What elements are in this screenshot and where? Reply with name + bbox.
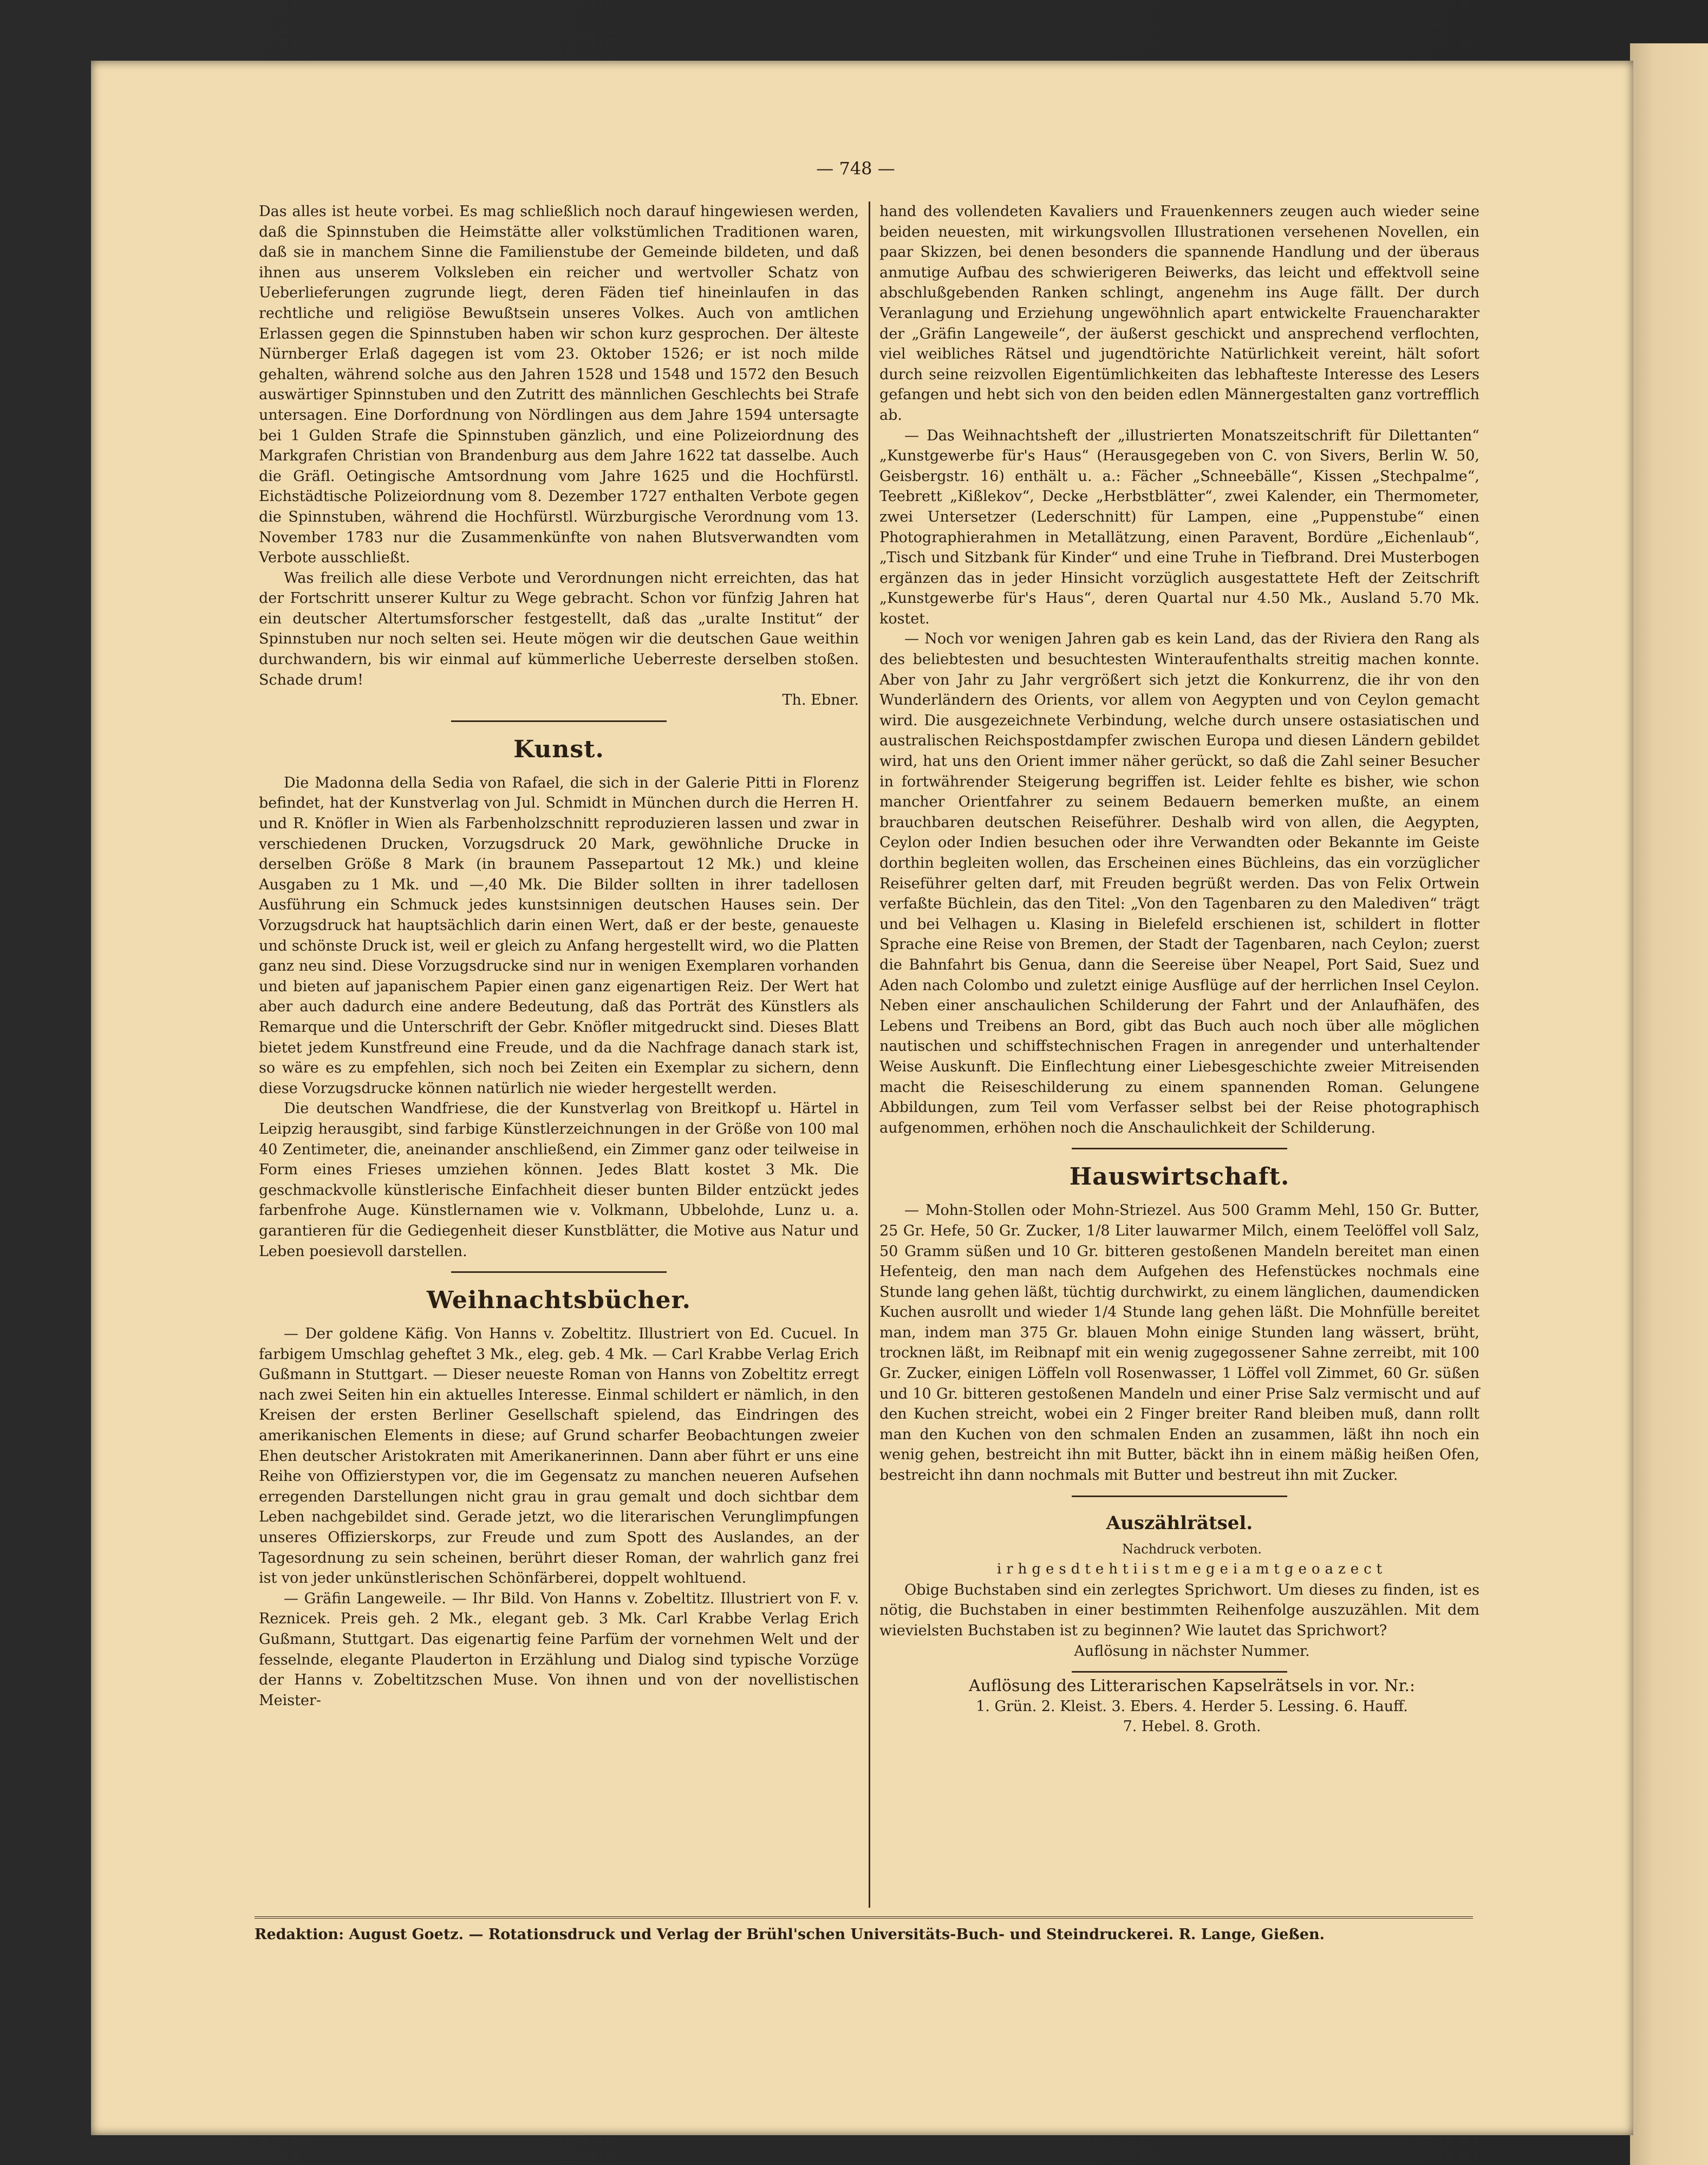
section-rule <box>1072 1671 1288 1673</box>
page-number: — 748 — <box>816 158 895 179</box>
article-paragraph: Was freilich alle diese Verbote und Verordnungen nicht erreichten, das hat der Fortschritt unserer Kultur zu Wege gebracht. Schon vor fünfzig Jahren hat ein deutscher Altertumsforscher festgestellt, daß das „uralte Institut“ der Spinnstuben nur noch selten sei. Heute mögen wir die deutschen Gaue weithin durchwandern, bis wir einmal auf kümmerliche Ueberreste derselben stoßen. Schade drum! <box>259 569 859 688</box>
section-rule <box>451 1271 667 1273</box>
column-divider <box>869 201 870 1908</box>
section-rule <box>1072 1496 1288 1497</box>
section-heading-kunst: Kunst. <box>513 735 604 763</box>
section-heading-auszaehlraetsel: Auszählrätsel. <box>1106 1512 1253 1534</box>
section-rule <box>451 720 667 722</box>
solution-line: 7. Hebel. 8. Groth. <box>1123 1718 1261 1735</box>
article-paragraph: Die Madonna della Sedia von Rafael, die sich in der Galerie Pitti in Florenz befindet, hat der Kunstverlag von Jul. Schmidt in München durch die Herren H. und R. Knöfler in Wien als Farbenholzschnitt reproduzieren lassen und zwar in verschiedenen Drucken, Vorzugsdruck 20 Mark, gewöhnliche Drucke in derselben Größe 8 Mark (in braunem Passepartout 12 Mk.) und kleine Ausgaben zu 1 Mk. und —,40 Mk. Die Bilder sollten in ihrer tadellosen Ausführung ein Schmuck jedes kunstsinnigen deutschen Hauses sein. Der Vorzugsdruck hat hauptsächlich darin einen Wert, daß er der beste, genaueste und schönste Druck ist, weil er gleich zu Anfang hergestellt wird, wo die Platten ganz neu sind. Diese Vorzugsdrucke sind nur in wenigen Exemplaren vorhanden und bieten auf japanischem Papier einen ganz eigenartigen Reiz. Der Wert hat aber auch dadurch eine andere Bedeutung, daß das Porträt des Künstlers als Remarque und die Unterschrift der Gebr. Knöfler mitgedruckt sind. Dieses Blatt bietet jedem Kunstfreund eine Freude, und da die Nachfrage danach stark ist, so wäre es zu empfehlen, sich noch bei Zeiten ein Exemplar zu sichern, denn diese Vorzugsdrucke können natürlich nie wieder hergestellt werden. <box>259 774 859 1097</box>
solution-heading: Auflösung des Litterarischen Kapselrätsels in vor. Nr.: <box>968 1676 1416 1696</box>
left-column <box>259 201 859 1711</box>
article-paragraph: hand des vollendeten Kavaliers und Frauenkenners zeugen auch wieder seine beiden neuesten, mit wirkungsvollen Illustrationen versehenen Novellen, ein paar Skizzen, bei denen besonders die spannende Handlung und der überaus anmutige Aufbau des schwierigeren Beiwerks, das leicht und effektvoll seine abschlußgebenden Ranken schlingt, angenehm ins Auge fällt. Der durch Veranlagung und Erziehung ungewöhnlich apart entwickelte Frauencharakter der „Gräfin Langeweile“, der äußerst geschickt und ansprechend verflochten, viel weibliches Rätsel und jugendtörichte Natürlichkeit vereint, hält sofort durch seine reizvollen Eigentümlichkeiten das lebhafteste Interesse des Lesers gefangen und hebt sich von den beiden edlen Männergestalten ganz vortrefflich ab. <box>879 203 1479 424</box>
imprint-footer: Redaktion: August Goetz. — Rotationsdruck und Verlag der Brühl'schen Universitäts-Buch- und Steindruckerei. R. Lange, Gießen. <box>255 1926 1325 1943</box>
article-paragraph: Das alles ist heute vorbei. Es mag schließlich noch darauf hingewiesen werden, daß die Spinnstuben die Heimstätte aller volkstümlichen Traditionen waren, daß sie in manchem Sinne die Familienstube der Gemeinde bildeten, und daß ihnen aus unserem Volksleben ein reicher und wertvoller Schatz von Ueberlieferungen zugrunde liegt, deren Fäden tief hineinlaufen in das rechtliche und religiöse Bewußtsein unseres Volkes. Auch von amtlichen Erlassen gegen die Spinnstuben haben wir schon kurz gesprochen. Der älteste Nürnberger Erlaß dagegen ist vom 23. Oktober 1526; er ist noch milde gehalten, während solche aus den Jahren 1528 und 1548 und 1572 den Besuch auswärtiger Spinnstuben und den Zutritt des männlichen Geschlechts bei Strafe untersagen. Eine Dorfordnung von Nördlingen aus dem Jahre 1594 untersagte bei 1 Gulden Strafe die Spinnstuben gänzlich, und eine Polizeiordnung des Markgrafen Christian von Brandenburg aus dem Jahre 1622 tat dasselbe. Auch die Gräfl. Oetingische Amtsordnung vom Jahre 1625 und die Hochfürstl. Eichstädtische Polizeiordnung vom 8. Dezember 1727 enthalten Verbote gegen die Spinnstuben, während die Hochfürstl. Würzburgische Verordnung vom 13. November 1783 nur die Zusammenkünfte von nahen Blutsverwandten vom Verbote ausschließt. <box>259 203 859 567</box>
solution-line: 1. Grün. 2. Kleist. 3. Ebers. 4. Herder 5. Lessing. 6. Hauff. <box>976 1698 1408 1715</box>
puzzle-text: Obige Buchstaben sind ein zerlegtes Sprichwort. Um dieses zu finden, ist es nötig, die Buchstaben in einer bestimmten Reihenfolge auszuzählen. Mit dem wievielsten Buchstaben ist zu beginnen? Wie lautet das Sprichwort? <box>879 1581 1479 1639</box>
article-paragraph: — Das Weihnachtsheft der „illustrierten Monatszeitschrift für Dilettanten“ „Kunstgewerbe für's Haus“ (Herausgegeben von C. von Sivers, Berlin W. 50, Geisbergstr. 16) enthält u. a.: Fächer „Schneebälle“, Kissen „Stechpalme“, Teebrett „Kißlekov“, Decke „Herbstblätter“, zwei Kalender, ein Thermometer, zwei Untersetzer (Lederschnitt) für Lampen, eine „Puppenstube“ einen Photographierahmen in Metallätzung, einen Paravent, Bordüre „Eichenlaub“, „Tisch und Sitzbank für Kinder“ und eine Truhe in Tiefbrand. Drei Musterbogen ergänzen das in jeder Hinsicht vorzüglich ausgestattete Heft der Zeitschrift „Kunstgewerbe für's Haus“, deren Quartal nur 4.50 Mk., Ausland 5.70 Mk. kostet. <box>879 427 1479 627</box>
reprint-note: Nachdruck verboten. <box>1122 1541 1262 1557</box>
article-paragraph: — Mohn-Stollen oder Mohn-Striezel. Aus 500 Gramm Mehl, 150 Gr. Butter, 25 Gr. Hefe, 50 Gr. Zucker, 1/8 Liter lauwarmer Milch, einem Teelöffel voll Salz, 50 Gramm süßen und 10 Gr. bitteren gestoßenen Mandeln bereitet man einen Hefenteig, den man nach dem Aufgehen des Hefenstückes nochmals eine Stunde lang gehen läßt, tüchtig durchwirkt, zu einem länglichen, daumendicken Kuchen ausrollt und wieder 1/4 Stunde lang gehen läßt. Die Mohnfülle bereitet man, indem man 375 Gr. blauen Mohn einige Stunden lang wässert, brüht, trocknen läßt, im Reibnapf mit ein wenig zugegossener Sahne zerreibt, mit 100 Gr. Zucker, einigen Löffeln voll Rosenwasser, 1 Löffel voll Zimmet, 60 Gr. süßen und 10 Gr. bitteren gestoßenen Mandeln und einer Prise Salz vermischt und auf den Kuchen streicht, wobei ein 2 Finger breiter Rand bleiben muß, dann rollt man den Kuchen von den schmalen Enden an zusammen, läßt ihn noch ein wenig gehen, bestreicht ihn mit Butter, bäckt ihn in einem mäßig heißen Ofen, bestreicht ihn dann nochmals mit Butter und bestreut ihn mit Zucker. <box>879 1202 1479 1484</box>
article-signature: Th. Ebner. <box>782 692 859 709</box>
adjacent-page-edge <box>1630 43 1708 2165</box>
article-paragraph: — Noch vor wenigen Jahren gab es kein Land, das der Riviera den Rang als des beliebtesten und besuchtesten Winteraufenthalts streitig machen konnte. Aber von Jahr zu Jahr vergrößert sich jetzt die Konkurrenz, die ihr von den Wunderländern des Orients, vor allem von Aegypten und von Ceylon gemacht wird. Die ausgezeichnete Verbindung, welche durch unsere ostasiatischen und australischen Reichspostdampfer zwischen Europa und diesen Ländern gebildet wird, hat uns den Orient immer näher gerückt, so daß die Zahl seiner Besucher in fortwährender Steigerung begriffen ist. Leider fehlte es bisher, wie schon mancher Orientfahrer zu seinem Bedauern bemerken mußte, an einem brauchbaren deutschen Reiseführer. Deshalb wird von allen, die Aegypten, Ceylon oder Indien besuchen oder ihre Verwandten oder Bekannte im Geiste dorthin begleiten wollen, das Erscheinen eines Büchleins, das ein vorzüglicher Reiseführer gelten darf, mit Freuden begrüßt werden. Das von Felix Ortwein verfaßte Büchlein, das den Titel: „Von den Tagenbaren zu den Malediven“ trägt und bei Velhagen u. Klasing in Bielefeld erschienen ist, schildert in flotter Sprache eine Reise von Bremen, der Stadt der Tagenbaren, nach Ceylon; zuerst die Bahnfahrt bis Genua, dann die Seereise über Neapel, Port Said, Suez und Aden nach Colombo und zuletzt einige Ausflüge auf der herrlichen Insel Ceylon. Neben einer anschaulichen Schilderung der Fahrt und der Anlaufhäfen, des Lebens und Treibens an Bord, gibt das Buch auch noch über alle möglichen nautischen und schiffstechnischen Fragen in anregender und unterhaltender Weise Auskunft. Die Einflechtung einer Liebesgeschichte zweier Mitreisenden macht die Reiseschilderung zu einem spannenden Roman. Gelungene Abbildungen, zum Teil vom Verfasser selbst bei der Reise photographisch aufgenommen, erhöhen noch die Anschaulichkeit der Schilderung. <box>879 630 1479 1136</box>
section-heading-hauswirtschaft: Hauswirtschaft. <box>1069 1163 1290 1191</box>
puzzle-letters: irhgesdtehtiistmegeiamtgeoazect <box>996 1561 1387 1578</box>
article-paragraph: — Gräfin Langeweile. — Ihr Bild. Von Hanns v. Zobeltitz. Illustriert von F. v. Reznicek. Preis geh. 2 Mk., elegant geb. 3 Mk. Carl Krabbe Verlag Erich Gußmann, Stuttgart. Das eigenartig feine Parfüm der vornehmen Welt und der fesselnde, elegante Plauderton in Erzählung und Dialog sind typische Vorzüge der Hanns v. Zobeltitzschen Muse. Von ihnen und von der novellistischen Meister- <box>259 1590 859 1709</box>
article-paragraph: Die deutschen Wandfriese, die der Kunstverlag von Breitkopf u. Härtel in Leipzig herausgibt, sind farbige Künstlerzeichnungen in der Größe von 100 mal 40 Zentimeter, die, aneinander anschließend, ein Zimmer ganz oder teilweise in Form eines Frieses umziehen können. Jedes Blatt kostet 3 Mk. Die geschmackvolle künstlerische Einfachheit dieser bunten Bilder entzückt jedes farbenfrohe Auge. Künstlernamen wie v. Volkmann, Ubbelohde, Lunz u. a. garantieren für die Gediegenheit dieser Kunstblätter, die Motive aus Natur und Leben poesievoll darstellen. <box>259 1100 859 1260</box>
puzzle-solution-note: Auflösung in nächster Nummer. <box>1074 1642 1310 1660</box>
section-rule <box>1072 1148 1288 1149</box>
right-column <box>879 201 1479 1737</box>
article-paragraph: — Der goldene Käfig. Von Hanns v. Zobeltitz. Illustriert von Ed. Cucuel. In farbigem Umschlag geheftet 3 Mk., eleg. geb. 4 Mk. — Carl Krabbe Verlag Erich Gußmann in Stuttgart. — Dieser neueste Roman von Hanns von Zobeltitz erregt nach zwei Seiten hin ein aktuelles Interesse. Einmal schildert er nämlich, in den Kreisen der ersten Berliner Gesellschaft spielend, das Eindringen des amerikanischen Elements in diese; auf Grund scharfer Beobachtungen zweier Ehen deutscher Aristokraten mit Amerikanerinnen. Dann aber führt er uns eine Reihe von Offizierstypen vor, die im Gegensatz zu manchen neueren Aufsehen erregenden Darstellungen nicht grau in grau gemalt und doch sichtbar dem Leben nachgebildet sind. Gerade jetzt, wo die literarischen Verunglimpfungen unseres Offizierskorps, zur Freude und zum Spott des Auslandes, an der Tagesordnung zu sein scheinen, berührt dieser Roman, der wahrlich ganz frei ist von jeder unkünstlerischen Schönfärberei, doppelt wohltuend. <box>259 1325 859 1587</box>
section-heading-weihnachtsbuecher: Weihnachtsbücher. <box>427 1286 691 1315</box>
footer-rule <box>255 1916 1473 1919</box>
